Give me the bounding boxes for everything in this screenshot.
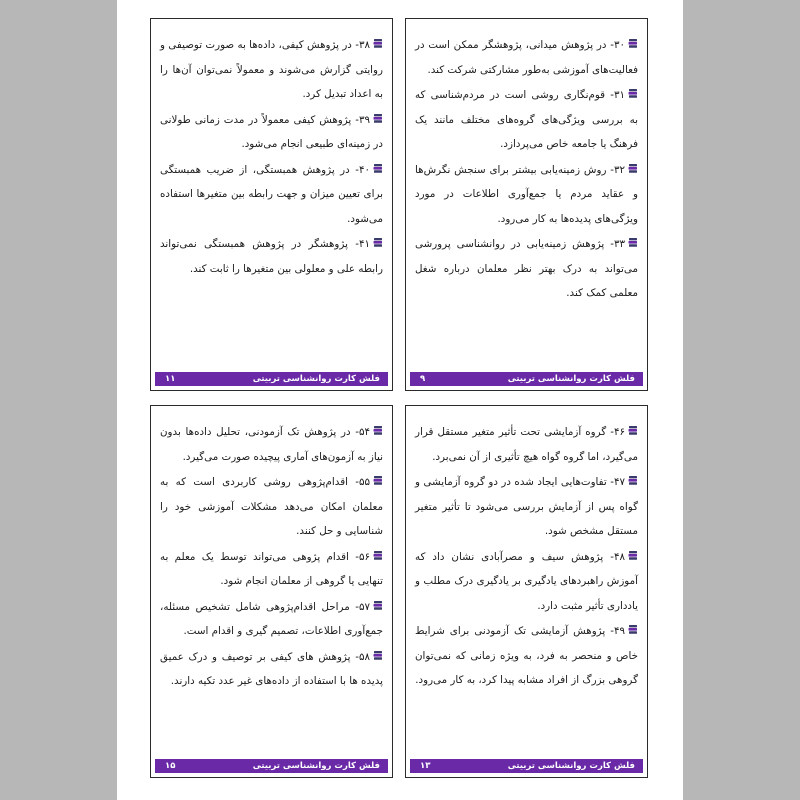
flashcard-item <box>160 108 383 157</box>
book-stack-icon <box>373 425 383 436</box>
flashcard-item-text: ۳۹- پژوهش کیفی معمولاً در مدت زمانی طولانی در زمینه‌ای طبیعی انجام می‌شود. <box>160 113 383 150</box>
card-content <box>415 33 638 307</box>
flashcard-item <box>415 470 638 544</box>
book-stack-icon <box>628 163 638 174</box>
flashcard-item <box>415 33 638 82</box>
flashcard-item-text: ۳۰- در پژوهش میدانی، پژوهشگر ممکن است در فعالیت‌های آموزشی به‌طور مشارکتی شرکت کند. <box>415 39 638 76</box>
page-number: ۱۵ <box>165 761 176 771</box>
flashcard-item-text: ۵۸- پژوهش های کیفی بر توصیف و درک عمیق پدیده ها با استفاده از داده‌های غیر عدد تکیه دارند. <box>160 650 383 687</box>
flashcard-page-13 <box>405 405 648 778</box>
flashcard-item <box>415 619 638 693</box>
book-stack-icon <box>373 38 383 49</box>
book-stack-icon <box>628 425 638 436</box>
card-footer <box>410 372 643 386</box>
flashcard-item <box>160 33 383 107</box>
flashcard-item-text: ۴۷- تفاوت‌هایی ایجاد شده در دو گروه آزمایشی و گواه پس از آزمایش بررسی می‌شود تا تأثیر متغیر مستقل مشخص شود. <box>415 476 638 537</box>
book-stack-icon <box>373 475 383 486</box>
book-stack-icon <box>373 113 383 124</box>
book-stack-icon <box>373 163 383 174</box>
footer-title: فلش کارت روانشناسی تربیتی <box>252 761 380 771</box>
book-stack-icon <box>373 600 383 611</box>
flashcard-item-text: ۴۸- پژوهش سیف و مصرآبادی نشان داد که آموزش راهبردهای یادگیری بر یادگیری درک مطلب و یادداری تأثیر مثبت دارد. <box>415 550 638 612</box>
book-stack-icon <box>628 237 638 248</box>
page-number: ۱۳ <box>420 761 431 771</box>
flashcard-item-text: ۳۱- قوم‌نگاری روشی است در مردم‌شناسی که به بررسی ویژگی‌های گروه‌های مختلف مانند یک فرهنگ یا جامعه خاص می‌پردازد. <box>415 89 638 150</box>
book-stack-icon <box>373 237 383 248</box>
flashcard-item-text: ۳۲- روش زمینه‌یابی بیشتر برای سنجش نگرش‌ها و عقاید مردم یا جمع‌آوری اطلاعات در مورد ویژگی‌های پدیده‌ها به کار می‌رود. <box>415 163 638 225</box>
flashcard-item-text: ۴۹- پژوهش آزمایشی تک آزمودنی برای شرایط خاص و منحصر به فرد، به ویژه زمانی که نمی‌توان گروهی بزرگ از افراد مشابه پیدا کرد، به کار می‌رود. <box>415 625 638 686</box>
card-content <box>415 420 638 694</box>
page-number: ۹ <box>420 374 426 384</box>
flashcard-item-text: ۳۸- در پژوهش کیفی، داده‌ها به صورت توصیفی و روایتی گزارش می‌شوند و معمولاً نمی‌توان آن‌ها را به اعداد تبدیل کرد. <box>160 39 383 100</box>
flashcard-item <box>415 158 638 232</box>
flashcard-item <box>415 420 638 469</box>
flashcard-item <box>160 545 383 594</box>
footer-title: فلش کارت روانشناسی تربیتی <box>507 761 635 771</box>
flashcard-item <box>415 232 638 306</box>
flashcard-page-9 <box>405 18 648 391</box>
flashcard-page-11 <box>150 18 393 391</box>
card-footer <box>155 372 388 386</box>
book-stack-icon <box>628 475 638 486</box>
book-stack-icon <box>373 650 383 661</box>
flashcard-item-text: ۵۴- در پژوهش تک آزمودنی، تحلیل داده‌ها بدون نیاز به آزمون‌های آماری پیچیده صورت می‌گیرد. <box>160 426 383 463</box>
book-stack-icon <box>373 550 383 561</box>
flashcard-item-text: ۵۶- اقدام پژوهی می‌تواند توسط یک معلم به تنهایی یا گروهی از معلمان انجام شود. <box>160 550 383 587</box>
flashcard-item <box>160 595 383 644</box>
book-stack-icon <box>628 550 638 561</box>
flashcard-item-text: ۴۶- گروه آزمایشی تحت تأثیر متغیر مستقل قرار می‌گیرد، اما گروه گواه هیچ تأثیری از آن نمی‌برد. <box>415 426 638 463</box>
flashcard-item-text: ۳۳- پژوهش زمینه‌یابی در روانشناسی پرورشی می‌تواند به درک بهتر نظر معلمان درباره شغل معلمی کمک کند. <box>415 238 638 299</box>
page-number: ۱۱ <box>165 374 176 384</box>
card-footer <box>155 759 388 773</box>
flashcard-item <box>415 545 638 619</box>
card-content <box>160 33 383 282</box>
flashcard-item-text: ۴۰- در پژوهش همبستگی، از ضریب همبستگی برای تعیین میزان و جهت رابطه بین متغیرها استفاده می‌شود. <box>160 163 383 225</box>
flashcard-item <box>415 83 638 157</box>
book-stack-icon <box>628 624 638 635</box>
flashcard-item <box>160 420 383 469</box>
flashcard-item-text: ۵۷- مراحل اقدام‌پژوهی شامل تشخیص مسئله، جمع‌آوری اطلاعات، تصمیم گیری و اقدام است. <box>160 600 383 637</box>
flashcard-item <box>160 470 383 544</box>
flashcard-item <box>160 158 383 232</box>
flashcard-item-text: ۴۱- پژوهشگر در پژوهش همبستگی نمی‌تواند رابطه علی و معلولی بین متغیرها را ثابت کند. <box>160 238 383 275</box>
footer-title: فلش کارت روانشناسی تربیتی <box>507 374 635 384</box>
book-stack-icon <box>628 88 638 99</box>
book-stack-icon <box>628 38 638 49</box>
flashcard-item-text: ۵۵- اقدام‌پژوهی روشی کاربردی است که به معلمان امکان می‌دهد مشکلات آموزشی خود را شناسایی و حل کنند. <box>160 476 383 537</box>
flashcard-item <box>160 232 383 281</box>
card-content <box>160 420 383 695</box>
flashcard-page-15 <box>150 405 393 778</box>
card-footer <box>410 759 643 773</box>
footer-title: فلش کارت روانشناسی تربیتی <box>252 374 380 384</box>
flashcard-item <box>160 645 383 694</box>
